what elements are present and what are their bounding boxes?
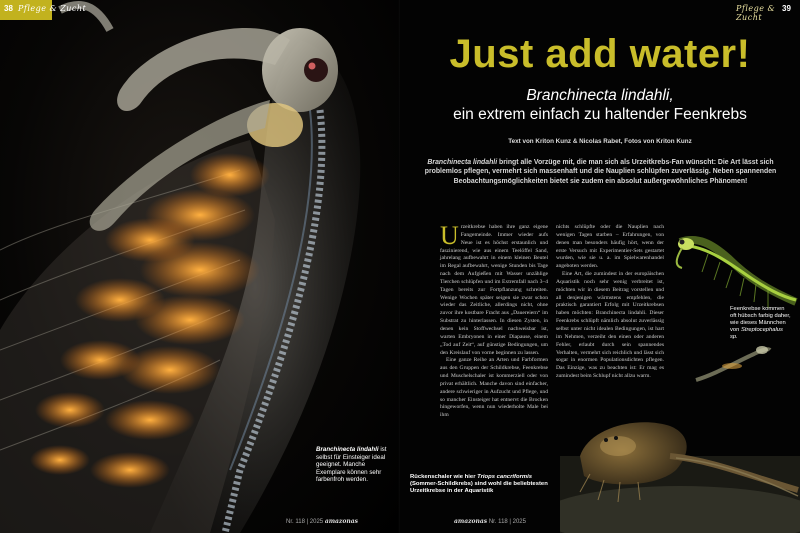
left-photo-caption	[316, 446, 388, 484]
caption-text: (Sommer-Schildkrebs) sind wohl die beliebtesten Urzeitkrebse in der Aquaristik	[410, 481, 548, 495]
body-paragraph: Eine Art, die zumindest in der europäischen Aquaristik noch sehr wenig verbreitet ist, möchten wir in diesem Beitrag vorstellen und all denjenigen wärmstens empfehlen, die praktisch garantiert Erfolg mit Urzeitkrebsen haben möchten: Branchinecta lindahli. Dieser Feenkrebs schlüpft nämlich absolut zuverlässig selbst unter nicht idealen Bedingungen, ist hart im Nehmen, verzeiht den einen oder anderen Fehler, erlaubt durch sein spannendes Verhalten, vermehrt sich reichlich und lässt sich sogar in enormen Populationsdichten pflegen. Das Einzige, was zu beachten ist: Er mag es zumindest beim Schlupf nicht allzu warm.	[556, 271, 664, 380]
page-number: 38	[4, 4, 13, 13]
article-lead	[418, 158, 783, 186]
shrimp-photo-caption	[730, 306, 792, 341]
right-footer	[454, 518, 526, 525]
section-label: Pflege & Zucht	[18, 4, 87, 13]
footer-brand: amazonas	[454, 518, 488, 525]
triops-photo	[560, 396, 800, 533]
footer-brand: amazonas	[324, 518, 358, 525]
caption-text: ist selbst für Einsteiger ideal geeignet. Manche Exemplare können sehr farbenfroh werden.	[316, 446, 387, 484]
lead-species: Branchinecta lindahli	[427, 159, 498, 166]
caption-species: Triops cancriformis	[477, 474, 533, 480]
footer-issue: Nr. 118 | 2025	[488, 519, 526, 525]
right-page	[400, 0, 800, 533]
caption-species: Branchinecta lindahli	[316, 446, 379, 453]
lead-text: bringt alle Vorzüge mit, die man sich als Urzeitkrebs-Fan wünscht: Die Art lässt sich problemlos pflegen, vermehrt sich massenhaft und die Nauplien schlüpfen zuverlässig. Neben spannenden Beobachtungsmöglichkeiten bietet sie zudem ein absolut außergewöhnliches Phänomen!	[424, 159, 777, 185]
article-title: Just add water!	[449, 32, 751, 76]
footer-issue: Nr. 118 | 2025	[286, 519, 324, 525]
subtitle-species: Branchinecta lindahli,	[526, 87, 674, 104]
body-column-1	[440, 221, 548, 420]
article-subtitle	[400, 86, 800, 124]
body-column-2	[556, 224, 664, 381]
section-label: Pflege & Zucht	[736, 4, 776, 22]
drop-cap: U	[440, 221, 459, 250]
caption-species: Streptocephalus sp.	[730, 327, 783, 340]
caption-text: Rückenschaler wie hier	[410, 474, 476, 480]
caption-text: Feenkrebse kommen oft hübsch farbig daher, wie dieses Männchen von	[730, 306, 791, 333]
page-number: 39	[782, 4, 791, 13]
body-paragraph: nichts schlüpfte oder die Nauplien nach wenigen Tagen starben – Erfahrungen, von denen man besonders häufig hört, wenn der erste Versuch mit Experimentier-Sets gestartet wurden, wie sie u. a. im Spielwarenhandel angeboten werden.	[556, 224, 664, 270]
subtitle-rest: ein extrem einfach zu haltender Feenkrebs	[453, 106, 747, 123]
article-credits: Text von Kriton Kunz & Nicolas Rabet, Fotos von Kriton Kunz	[508, 138, 692, 145]
triops-photo-caption	[410, 474, 560, 496]
small-shrimp-photo	[692, 340, 772, 386]
body-paragraph: rzeitkrebse haben ihre ganz eigene Fangemeinde. Immer wieder aufs Neue ist es höchst erstaunlich und faszinierend, wie aus einem Teelöffel Sand, jahrelang aufbewahrt in einem kleinen Beutel im Regal aufbewahrt, wenige Stunden bis Tage nach dem Aufgießen mit Wasser unzählige Tierchen schlüpfen und im Extremfall nach 3–4 Tagen bereits zur Fortpflanzung schreiten. Wenige Wochen später seigen sie zwar schon wieder das Zeitliche, allerdings nicht, ohne zuvor ihre kostbare Fracht aus „Dauereiern“ im Substrat zu hinterlassen. In diesen Zysten, in denen kein Stoffwechsel nachweisbar ist, warten Embryonen in einer Diapause, einem „Tod auf Zeit“, auf günstige Bedingungen, um den Kreislauf von vorne beginnen zu lassen.	[440, 224, 548, 356]
left-footer	[286, 518, 358, 525]
body-paragraph: Eine ganze Reihe an Arten und Farbformen aus den Gruppen der Schildkrebse, Feenkrebse und Muschelschaler ist kommerziell oder von privat erhältlich. Manche davon sind einfacher, andere schwieriger in Aufzucht und Pflege, und so mancher Einsteiger hat entnervt die Brocken hingeworfen, wenn nun wiederholte Male bei ihm	[440, 357, 548, 419]
